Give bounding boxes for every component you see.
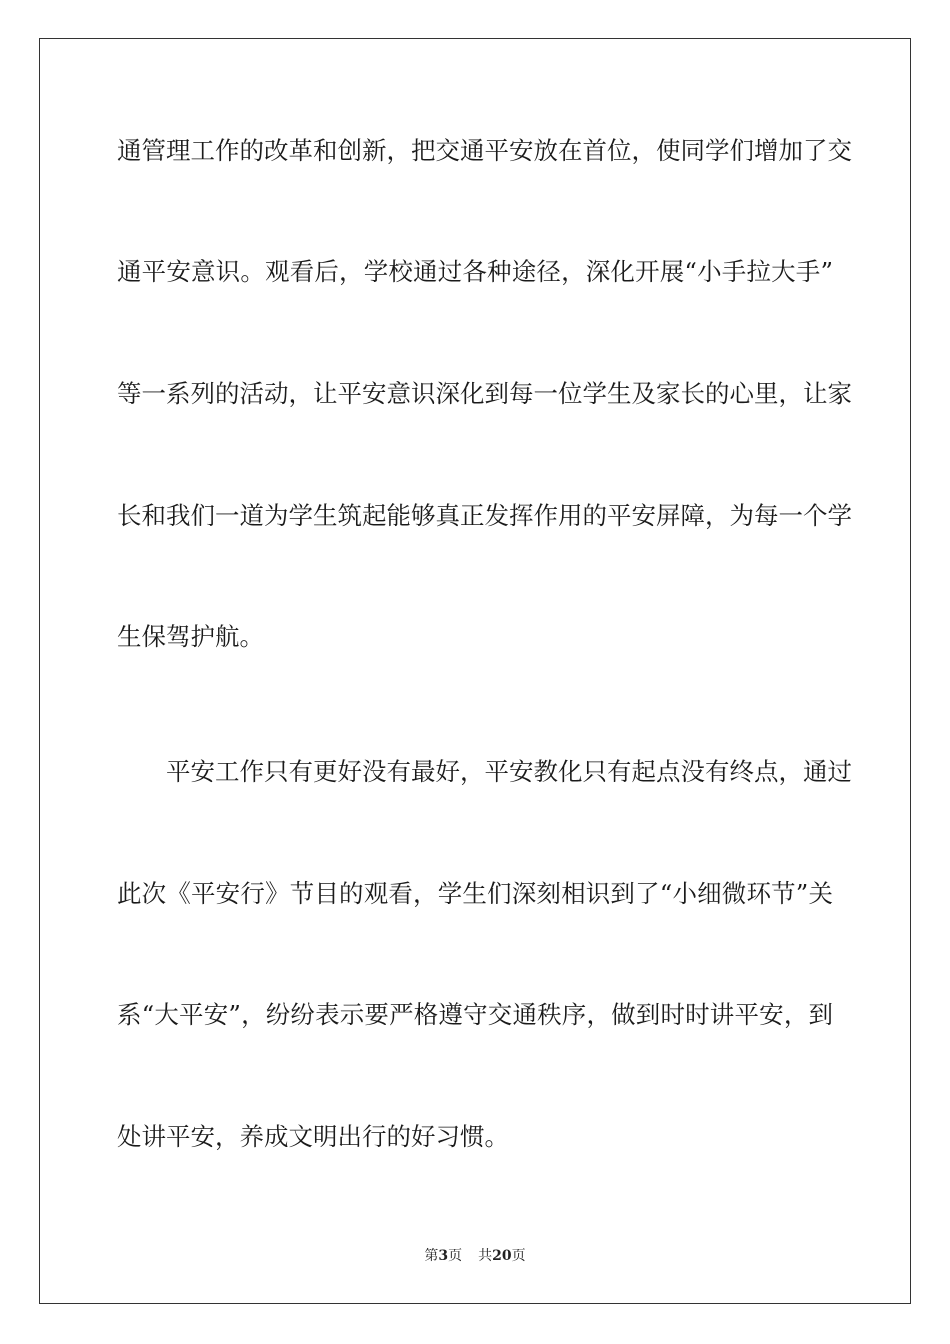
paragraph-line: 处讲平安，养成文明出行的好习惯。 [117,1122,509,1151]
paragraph-line: 平安工作只有更好没有最好，平安教化只有起点没有终点，通过 [117,757,852,786]
paragraph-line: 通平安意识。观看后，学校通过各种途径，深化开展“小手拉大手” [117,257,833,286]
page-prefix: 第 [424,1248,439,1264]
total-suffix: 页 [511,1248,526,1264]
total-prefix: 共 [478,1248,493,1264]
paragraph-line: 长和我们一道为学生筑起能够真正发挥作用的平安屏障，为每一个学 [117,501,852,530]
paragraph-line: 通管理工作的改革和创新，把交通平安放在首位，使同学们增加了交 [117,136,852,165]
paragraph-line: 等一系列的活动，让平安意识深化到每一位学生及家长的心里，让家 [117,379,852,408]
page-footer [0,1247,950,1265]
page-suffix: 页 [448,1248,463,1264]
paragraph-line: 此次《平安行》节目的观看，学生们深刻相识到了“小细微环节”关 [117,879,833,908]
paragraph-line: 系“大平安”，纷纷表示要严格遵守交通秩序，做到时时讲平安，到 [117,1000,833,1029]
total-pages: 20 [492,1248,512,1264]
paragraph-line: 生保驾护航。 [117,622,264,651]
page-number: 3 [438,1248,449,1264]
page-border [39,38,911,1304]
